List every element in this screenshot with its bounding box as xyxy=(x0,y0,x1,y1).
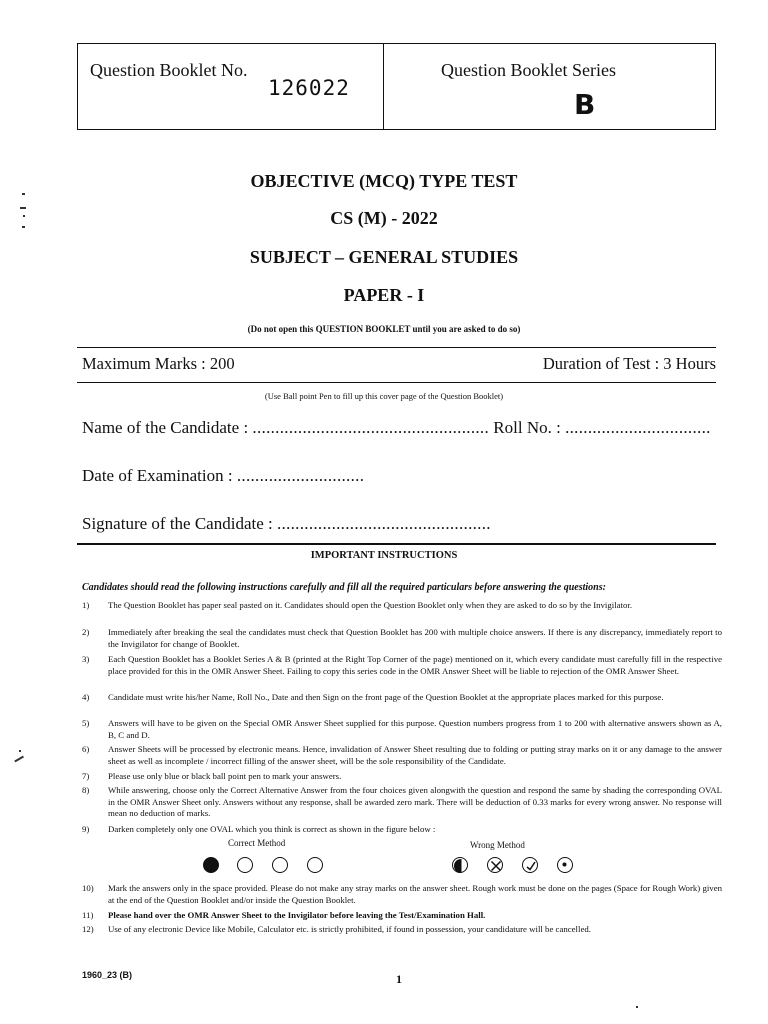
half-filled-oval-icon xyxy=(452,857,468,873)
exam-date-label: Date of Examination : xyxy=(82,466,233,485)
do-not-open-note: (Do not open this QUESTION BOOKLET until you are asked to do so) xyxy=(247,324,521,334)
subject-title: SUBJECT – GENERAL STUDIES xyxy=(249,247,519,267)
test-type-title: OBJECTIVE (MCQ) TYPE TEST xyxy=(250,171,518,191)
roll-no-blank[interactable]: ................................ xyxy=(565,418,711,437)
booklet-series-label: Question Booklet Series xyxy=(441,60,616,80)
scan-speck xyxy=(14,756,23,762)
roll-no-label: Roll No. : xyxy=(493,418,561,437)
instruction-text: The Question Booklet has paper seal pasted on it. Candidates should open the Question Booklet only when they are asked to do so by the Invigilator. xyxy=(108,600,633,610)
candidate-name-label: Name of the Candidate : xyxy=(82,418,249,437)
divider-top xyxy=(77,347,716,348)
instruction-text: While answering, choose only the Correct Alternative Answer from the four choices given alongwith the question and respond the same by shading the corresponding OVAL in the OMR Answer Sheet only. Answers without any response, shall be awarded zero mark. There will be deduction of 0.33 marks for every wrong answer. No response will mean no deduction of marks. xyxy=(108,785,722,818)
ticked-oval-icon xyxy=(522,857,538,873)
signature-blank[interactable]: ............................................... xyxy=(276,514,491,533)
scan-speck xyxy=(23,215,25,217)
instruction-number: 1) xyxy=(82,600,90,610)
ball-pen-note: (Use Ball point Pen to fill up this cover page of the Question Booklet) xyxy=(264,391,504,401)
instruction-text: Answers will have to be given on the Special OMR Answer Sheet supplied for this purpose. Question numbers progress from 1 to 200 with alternative answers shown as A, B, C and D. xyxy=(108,718,722,740)
exam-date-field[interactable] xyxy=(82,466,364,486)
paper-title: PAPER - I xyxy=(343,285,425,305)
instruction-text: Mark the answers only in the space provided. Please do not make any stray marks on the answer sheet. Rough work must be done on the pages (Space for Rough Work) given at the end of the Question Booklet and/or inside the Question Booklet. xyxy=(108,883,722,905)
empty-oval-icon xyxy=(307,857,323,873)
candidate-name-blank[interactable]: .................................................... xyxy=(252,418,490,437)
divider-marks xyxy=(77,382,716,383)
booklet-header-box xyxy=(77,43,716,130)
instruction-text: Answer Sheets will be processed by electronic means. Hence, invalidation of Answer Sheet resulting due to folding or putting stray marks on it or any damage to the answer sheet as well as incomplete / incorrect filling of the answer sheet, will be the sole responsibility of the Candidate. xyxy=(108,744,722,766)
signature-label: Signature of the Candidate : xyxy=(82,514,273,533)
instruction-text: Use of any electronic Device like Mobile, Calculator etc. is strictly prohibited, if found in possession, your candidature will be cancelled. xyxy=(108,924,591,934)
crossed-oval-icon xyxy=(487,857,503,873)
exam-date-blank[interactable]: ............................ xyxy=(236,466,365,485)
instruction-text: Please use only blue or black ball point pen to mark your answers. xyxy=(108,771,342,781)
test-duration: Duration of Test : 3 Hours xyxy=(542,354,716,373)
instruction-number: 4) xyxy=(82,692,90,702)
dotted-oval-icon xyxy=(557,857,573,873)
paper-code: 1960_23 (B) xyxy=(82,970,133,980)
scan-speck xyxy=(22,193,25,195)
instruction-text: Darken completely only one OVAL which you think is correct as shown in the figure below : xyxy=(108,824,436,834)
signature-field[interactable] xyxy=(82,514,491,534)
maximum-marks: Maximum Marks : 200 xyxy=(82,354,235,373)
scan-speck xyxy=(22,226,25,228)
candidate-name-field[interactable] xyxy=(82,418,711,438)
header-divider xyxy=(383,44,384,129)
divider-instructions xyxy=(77,543,716,545)
scan-speck xyxy=(636,1006,638,1008)
wrong-method-label: Wrong Method xyxy=(470,840,525,850)
scan-speck xyxy=(19,750,21,752)
filled-oval-icon xyxy=(203,857,219,873)
instruction-number: 12) xyxy=(82,924,94,934)
instruction-number: 9) xyxy=(82,824,90,834)
page-number: 1 xyxy=(396,972,402,986)
instruction-number: 10) xyxy=(82,883,94,893)
instructions-heading: IMPORTANT INSTRUCTIONS xyxy=(310,550,458,561)
instruction-number: 6) xyxy=(82,744,90,754)
instruction-text: Each Question Booklet has a Booklet Series A & B (printed at the Right Top Corner of the page) mentioned on it, which every candidate must carefully fill in the respective place provided for this in the OMR Answer Sheet. Failing to copy this series code in the OMR Answer Sheet will be liable to rejection of the OMR Answer Sheet. xyxy=(108,654,722,676)
instruction-text: Candidate must write his/her Name, Roll No., Date and then Sign on the front page of the Question Booklet at the appropriate places marked for this purpose. xyxy=(108,692,664,702)
exam-title: CS (M) - 2022 xyxy=(330,208,438,228)
instruction-number: 7) xyxy=(82,771,90,781)
instruction-number: 8) xyxy=(82,785,90,795)
instructions-intro: Candidates should read the following instructions carefully and fill all the required particulars before answering the questions: xyxy=(82,582,606,593)
booklet-no-label: Question Booklet No. xyxy=(90,60,248,80)
booklet-series-value: B xyxy=(574,88,596,121)
instruction-number: 11) xyxy=(82,910,94,920)
correct-method-label: Correct Method xyxy=(228,838,286,848)
empty-oval-icon xyxy=(272,857,288,873)
instruction-number: 5) xyxy=(82,718,90,728)
empty-oval-icon xyxy=(237,857,253,873)
instruction-text: Please hand over the OMR Answer Sheet to the Invigilator before leaving the Test/Examination Hall. xyxy=(108,910,486,920)
booklet-no-value: 126022 xyxy=(268,76,350,100)
scan-speck xyxy=(20,207,26,209)
instruction-number: 3) xyxy=(82,654,90,664)
instruction-text: Immediately after breaking the seal the candidates must check that Question Booklet has 200 with multiple choice answers. If there is any discrepancy, immediately report to the Invigilator for change of Booklet. xyxy=(108,627,722,649)
instruction-number: 2) xyxy=(82,627,90,637)
